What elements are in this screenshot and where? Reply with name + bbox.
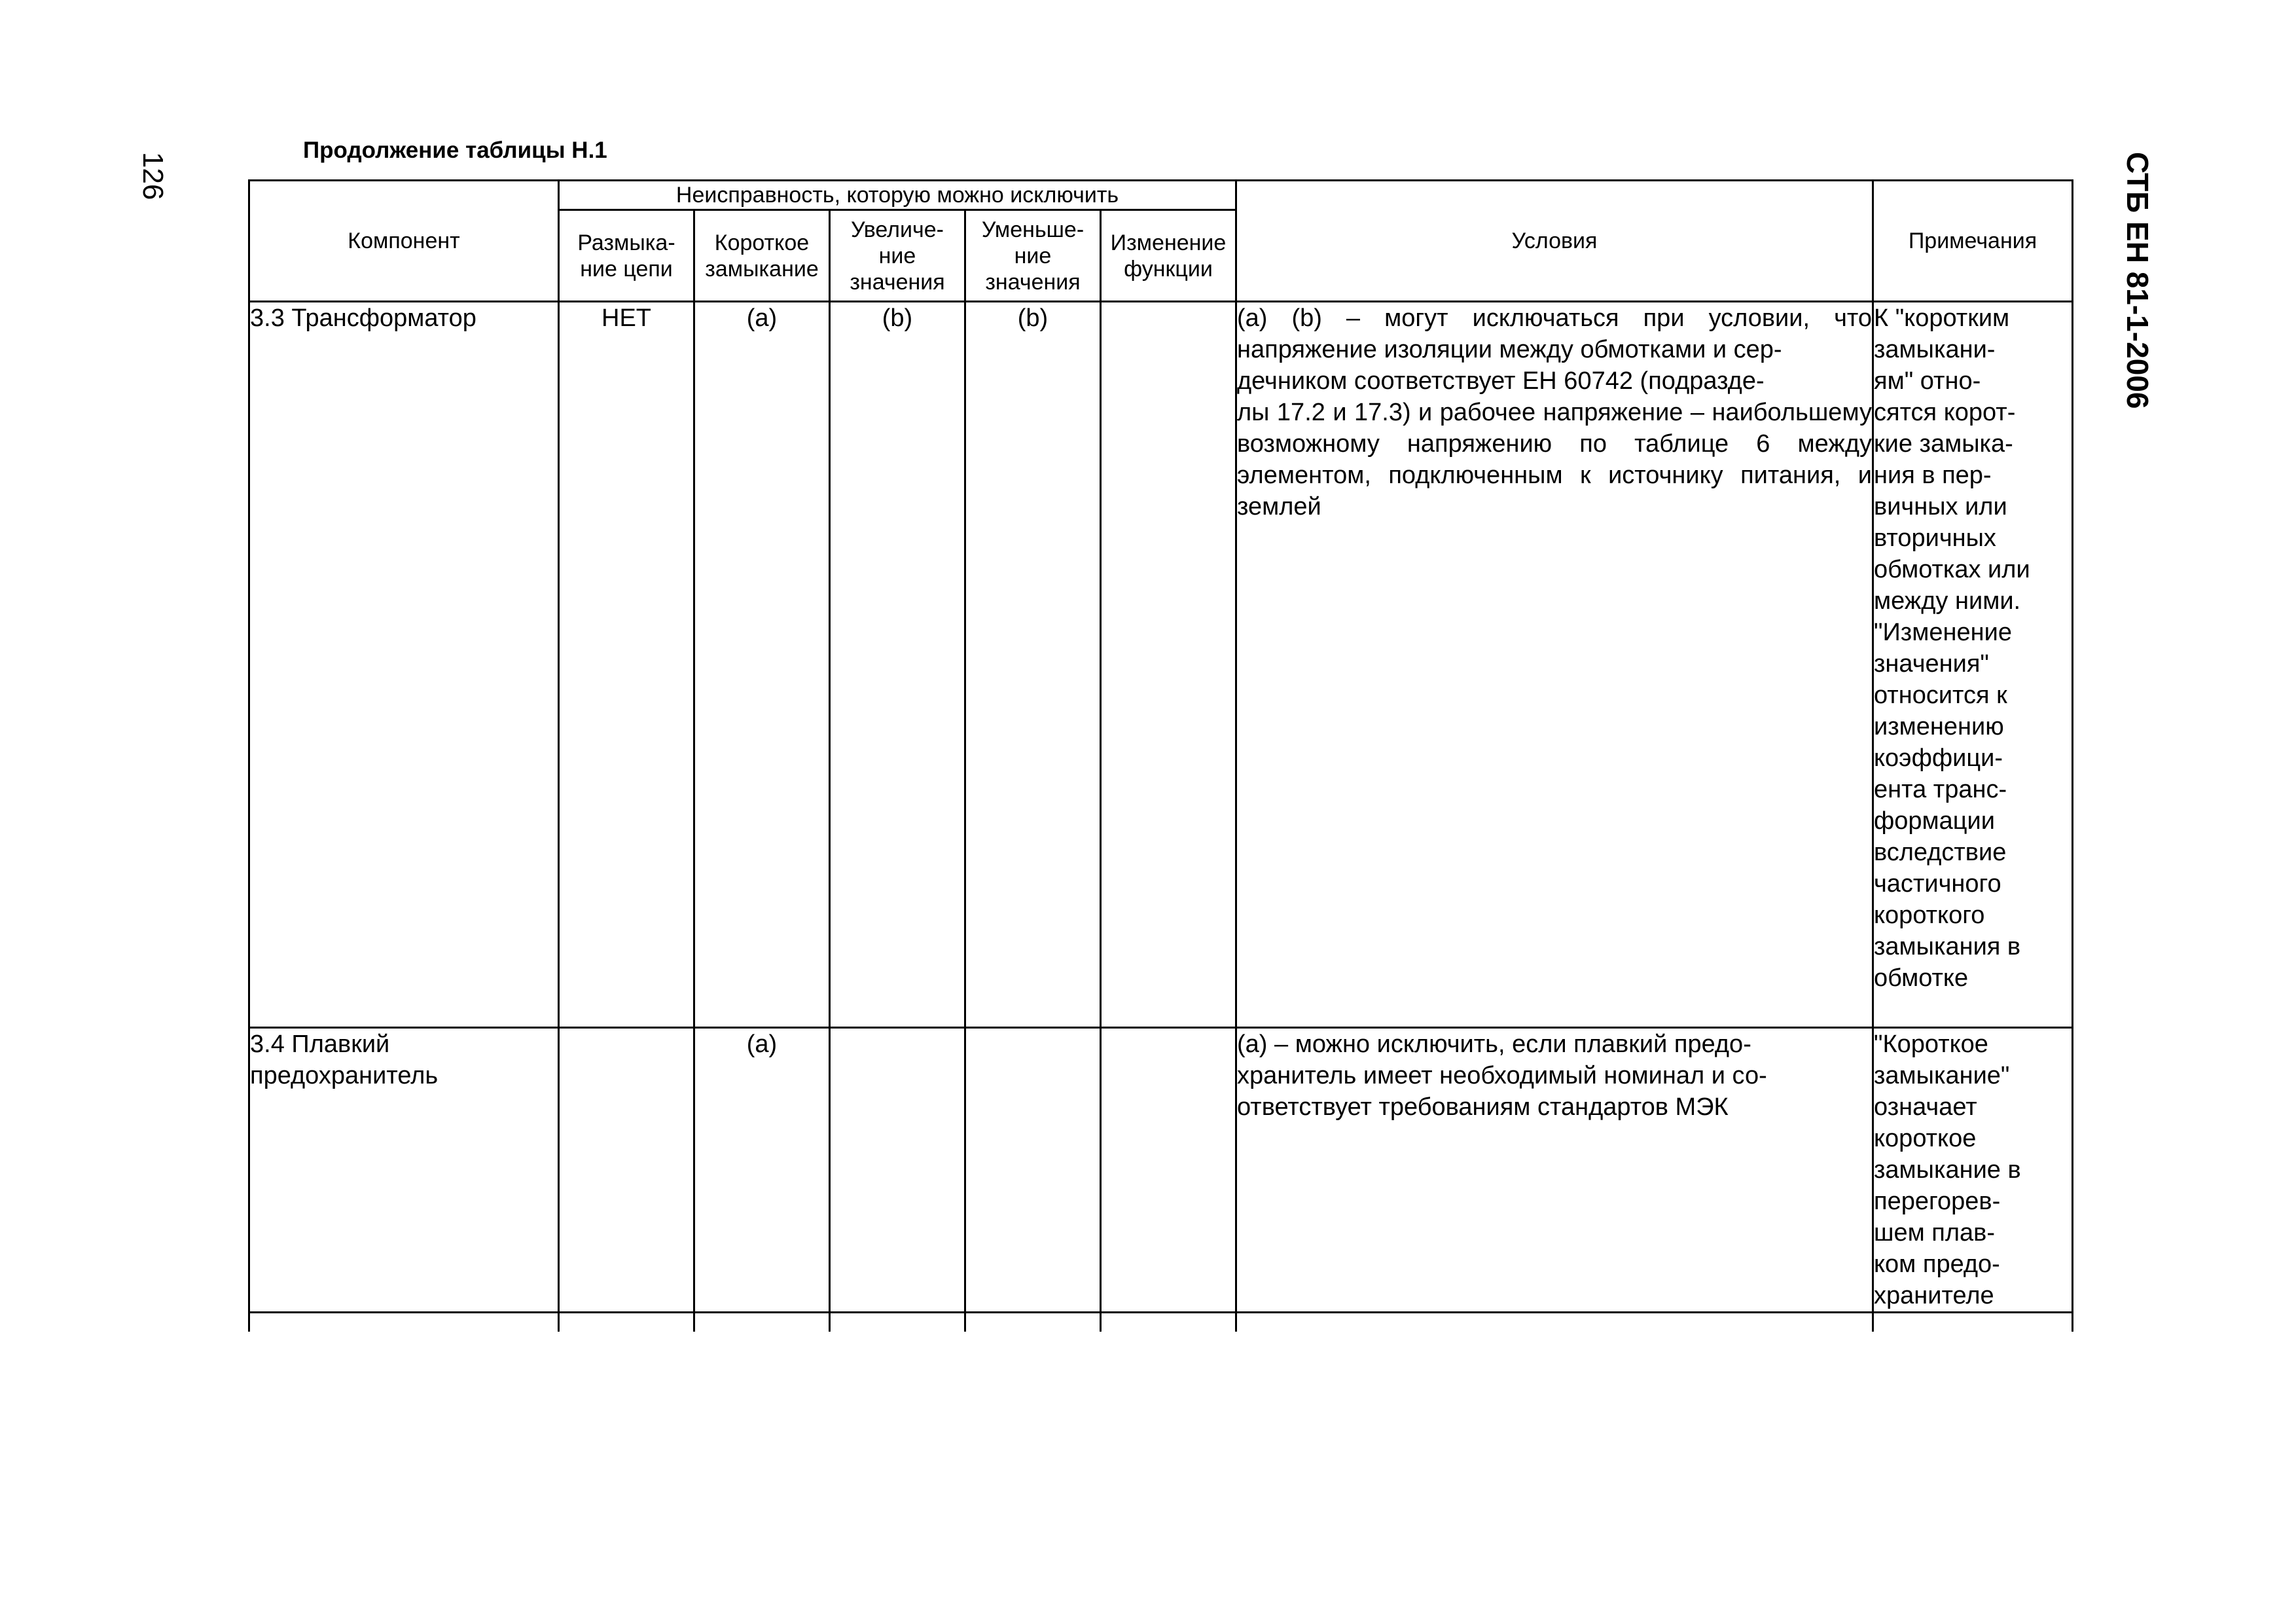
header-value-increase: Увеличе- ние значения — [830, 210, 965, 302]
header-notes: Примечания — [1873, 181, 2073, 302]
cell-short-circuit: (a) — [694, 1028, 830, 1313]
cell-conditions: (a) (b) – могут исключаться при условии, что напряжение изоляции между обмотками и сер- дечником соответствует ЕН 60742 (подразде- лы 17.2 и 17.3) и рабочее напряжение – наибольшему возможному напряжению по таблице 6 между элементом, подключенным к источнику питания, и землей — [1236, 302, 1873, 1028]
stub-cell — [694, 1313, 830, 1332]
header-component: Компонент — [249, 181, 559, 302]
cell-notes: "Короткое замыкание" означает короткое замыкание в перегорев- шем плав- ком предо- хранителе — [1873, 1028, 2073, 1313]
cell-notes: К "коротким замыкани- ям" отно- сятся корот- кие замыка- ния в пер- вичных или вторичных обмотках или между ними. "Изменение значения" относится к изменению коэффици- ента транс- формации вследствие частичного короткого замыкания в обмотке — [1873, 302, 2073, 1028]
cell-value-increase — [830, 1028, 965, 1313]
cell-conditions: (a) – можно исключить, если плавкий предо- хранитель имеет необходимый номинал и со- ответствует требованиям стандартов МЭК — [1236, 1028, 1873, 1313]
stub-cell — [249, 1313, 559, 1332]
header-conditions: Условия — [1236, 181, 1873, 302]
table-row-continuation — [249, 1313, 2073, 1332]
cell-component: 3.4 Плавкий предохранитель — [249, 1028, 559, 1313]
stub-cell — [1101, 1313, 1236, 1332]
stub-cell — [1873, 1313, 2073, 1332]
cell-open-circuit — [559, 1028, 694, 1313]
document-code: СТБ ЕН 81-1-2006 — [2121, 152, 2155, 409]
cell-value-increase: (b) — [830, 302, 965, 1028]
header-function-change: Изменение функции — [1101, 210, 1236, 302]
table-caption: Продолжение таблицы Н.1 — [303, 137, 607, 163]
header-fault-group: Неисправность, которую можно исключить — [559, 181, 1236, 210]
cell-value-decrease — [965, 1028, 1101, 1313]
cell-open-circuit: НЕТ — [559, 302, 694, 1028]
stub-cell — [559, 1313, 694, 1332]
stub-cell — [830, 1313, 965, 1332]
cell-function-change — [1101, 1028, 1236, 1313]
header-value-decrease: Уменьше- ние значения — [965, 210, 1101, 302]
fault-exclusion-table — [248, 179, 2073, 1332]
header-open-circuit: Размыка- ние цепи — [559, 210, 694, 302]
cell-component: 3.3 Трансформатор — [249, 302, 559, 1028]
table-row — [249, 302, 2073, 1028]
header-row-top — [249, 181, 2073, 210]
stub-cell — [965, 1313, 1101, 1332]
cell-function-change — [1101, 302, 1236, 1028]
table-row — [249, 1028, 2073, 1313]
cell-short-circuit: (a) — [694, 302, 830, 1028]
cell-value-decrease: (b) — [965, 302, 1101, 1028]
header-short-circuit: Короткое замыкание — [694, 210, 830, 302]
stub-cell — [1236, 1313, 1873, 1332]
page-number: 126 — [137, 152, 169, 200]
